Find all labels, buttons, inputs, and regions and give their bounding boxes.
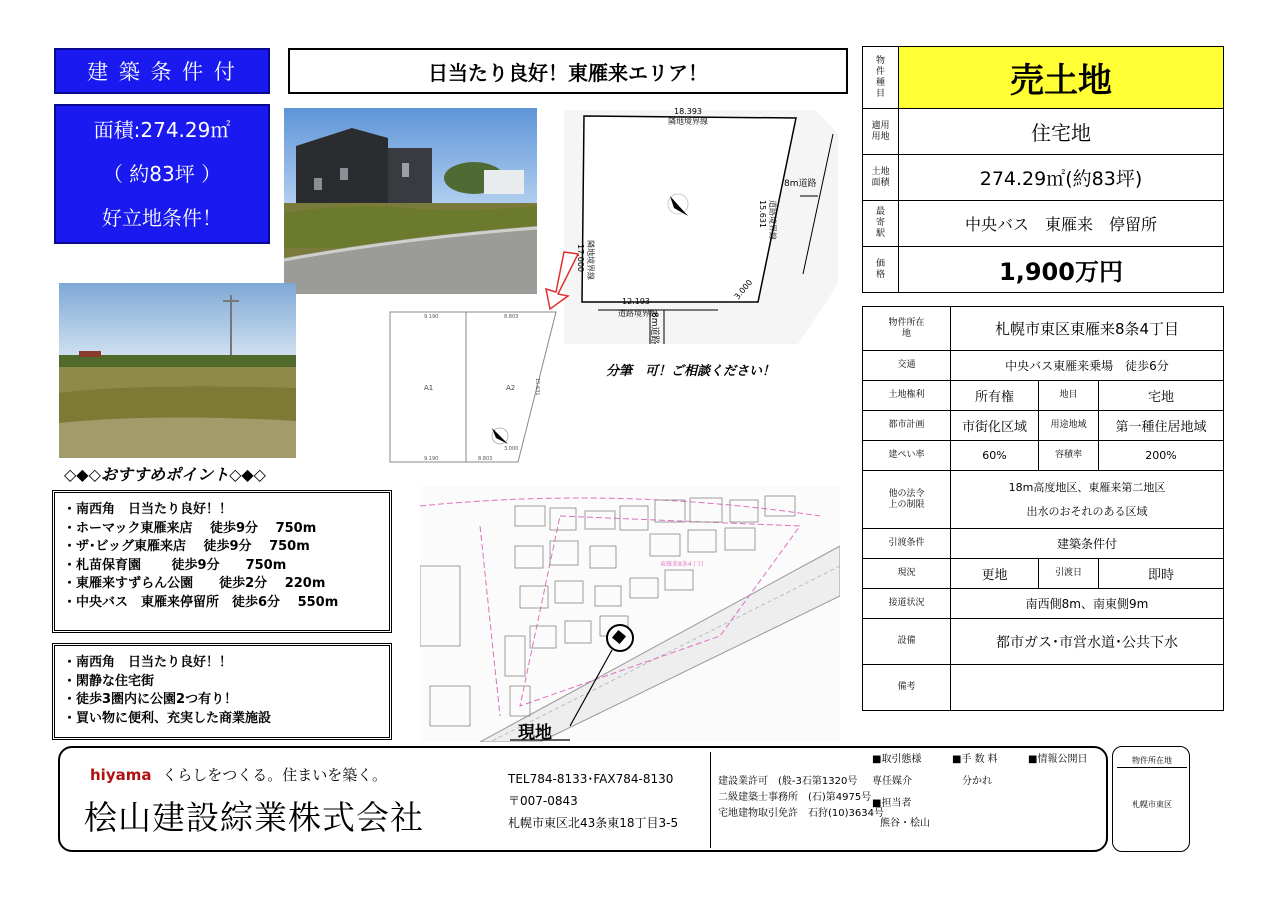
building-condition-badge (54, 48, 270, 94)
points-list-features (52, 643, 392, 740)
station-value: 中央バス 東雁来 停留所 (899, 201, 1224, 247)
footer-company-box (58, 746, 1108, 852)
status-label: 現況 (863, 559, 951, 589)
deal-block (872, 752, 930, 832)
building-condition-text: 建 築 条 件 付 (87, 60, 237, 84)
location-map (420, 486, 840, 742)
subdivision-note: 分筆 可！ご相談ください！ (606, 364, 776, 379)
map-area-label: 東雁来8条4丁目 (660, 561, 704, 568)
deal-value: 専任媒介 (872, 776, 912, 787)
point-item: ・閑静な住宅街 (63, 673, 155, 689)
remarks-value (951, 665, 1224, 711)
transport-label: 交通 (863, 351, 951, 381)
lot-a2-label: A2 (506, 384, 516, 392)
restrict-value-2: 出水のおそれのある区域 (1026, 504, 1148, 518)
headline-banner (288, 48, 848, 94)
bcr-label: 建ぺい率 (863, 441, 951, 471)
type-label: 物件種目 (863, 47, 899, 109)
price-label: 価格 (863, 247, 899, 293)
license-realestate: 宅地建物取引免許 石狩(10)3634号 (718, 808, 884, 819)
sub-dim-corner: 3.000 (504, 446, 519, 452)
facility-value: 都市ガス･市営水道･公共下水 (951, 619, 1224, 665)
location-label: 物件所在地 (863, 307, 951, 351)
plan-road-right: 8m道路 (784, 179, 817, 189)
plan-road-bottom: 8m道路 (649, 312, 659, 345)
sub-dim-top-left: 9.190 (424, 314, 439, 320)
sub-dim-bottom-left: 9.190 (424, 456, 439, 462)
station-label: 最寄駅 (863, 201, 899, 247)
brand-line (90, 764, 387, 785)
plan-right-len: 15.631 (758, 200, 767, 228)
use-label: 適用用地 (863, 109, 899, 155)
headline-text: 日当たり良好！東雁来エリア！ (428, 60, 708, 85)
staff-label: ■担当者 (872, 798, 912, 809)
restrict-value (951, 471, 1224, 529)
house-photo (284, 108, 537, 294)
info-date-label: ■情報公開日 (1028, 754, 1088, 765)
plan-bottom-label: 道路境界線 (618, 309, 658, 318)
license-architect: 二級建築士事務所 (石)第4975号 (718, 792, 872, 803)
plot-plan (538, 104, 840, 352)
handover-date-value: 即時 (1099, 559, 1224, 589)
point-item: ・中央バス 東雁来停留所 徒歩6分 550m (63, 594, 339, 610)
side-location-label: 物件所在地 (1132, 756, 1172, 765)
contact-block (508, 768, 678, 834)
category-label: 地目 (1039, 381, 1099, 411)
area-value: 274.29㎡(約83坪) (899, 155, 1224, 201)
location-value: 札幌市東区東雁来8条4丁目 (951, 307, 1224, 351)
points-list-nearby (52, 490, 392, 633)
point-item: ・南西角 日当たり良好！！ (63, 655, 233, 670)
far-value: 200% (1099, 441, 1224, 471)
area-line3: 好立地条件！ (102, 206, 222, 230)
point-item: ・徒歩3圏内に公園2つ有り！ (63, 692, 238, 707)
side-location-value: 札幌市東区 (1132, 800, 1172, 809)
sub-dim-top-right: 8.803 (504, 314, 519, 320)
transport-value: 中央バス東雁来乗場 徒歩6分 (951, 351, 1224, 381)
fee-label: ■手 数 料 (952, 754, 998, 765)
category-value: 宅地 (1099, 381, 1224, 411)
facility-label: 設備 (863, 619, 951, 665)
zip-code: 〒007-0843 (508, 794, 578, 808)
lot-a1-label: A1 (424, 384, 434, 392)
plan-top-width: 18.393 (674, 107, 702, 116)
point-item: ・南西角 日当たり良好！！ (63, 502, 233, 517)
brand-slogan: くらしをつくる。住まいを築く。 (162, 766, 387, 784)
subdivision-plan (386, 308, 558, 466)
status-value: 更地 (951, 559, 1039, 589)
far-label: 容積率 (1039, 441, 1099, 471)
points-heading: ◇◆◇おすすめポイント◇◆◇ (64, 465, 266, 484)
plan-top-label: 隣地境界線 (668, 117, 708, 126)
bcr-value: 60% (951, 441, 1039, 471)
sub-dim-bottom-right: 8.803 (478, 456, 493, 462)
handover-label: 引渡条件 (863, 529, 951, 559)
type-value: 売土地 (899, 47, 1224, 109)
sub-dim-side: 15.631 (534, 378, 540, 396)
handover-date-label: 引渡日 (1039, 559, 1099, 589)
plan-left-len: 17.000 (576, 244, 585, 272)
restrict-label: 他の法令上の制限 (863, 471, 951, 529)
plan-left-label: 隣地境界線 (586, 240, 595, 280)
point-item: ・東雁来すずらん公園 徒歩2分 220m (63, 576, 326, 591)
city-plan-value: 市街化区域 (951, 411, 1039, 441)
footer-location-box (1112, 746, 1190, 852)
access-value: 南西側8m、南東側9m (951, 589, 1224, 619)
use-value: 住宅地 (899, 109, 1224, 155)
area-line2: （ 約83坪 ） (102, 162, 222, 186)
company-name: 桧山建設綜業株式会社 (84, 798, 424, 837)
point-item: ・ザ･ビッグ東雁来店 徒歩9分 750m (63, 539, 310, 554)
fee-value: 分かれ (962, 776, 992, 787)
point-item: ・買い物に便利、充実した商業施設 (63, 710, 272, 726)
point-item: ・札苗保育園 徒歩9分 750m (63, 557, 287, 573)
plan-right-label: 道路境界線 (768, 200, 777, 240)
address: 札幌市東区北43条東18丁目3-5 (508, 816, 679, 830)
area-label: 土地面積 (863, 155, 899, 201)
restrict-value-1: 18m高度地区、東雁来第二地区 (1008, 480, 1166, 494)
access-label: 接道状況 (863, 589, 951, 619)
summary-table (862, 46, 1224, 293)
rights-value: 所有権 (951, 381, 1039, 411)
brand-logo: hiyama (90, 766, 152, 784)
license-block (718, 774, 884, 822)
remarks-label: 備考 (863, 665, 951, 711)
area-line1: 面積:274.29㎡ (93, 118, 231, 142)
rights-label: 土地権利 (863, 381, 951, 411)
point-item: ・ホーマック東雁来店 徒歩9分 750m (63, 520, 317, 536)
zone-value: 第一種住居地域 (1099, 411, 1224, 441)
plan-bottom-len: 12.193 (622, 297, 650, 306)
deal-label: ■取引態様 (872, 754, 922, 765)
tel-fax: TEL784-8133･FAX784-8130 (508, 772, 674, 786)
price-value: 1,900万円 (899, 247, 1224, 293)
license-construction: 建設業許可 (般-3石第1320号 (718, 776, 858, 787)
details-table (862, 306, 1224, 711)
site-label: 現地 (518, 723, 552, 742)
city-plan-label: 都市計画 (863, 411, 951, 441)
plan-corner: 3.000 (732, 277, 755, 302)
area-badge (54, 104, 270, 244)
staff-value: 熊谷・桧山 (880, 818, 930, 829)
zone-label: 用途地域 (1039, 411, 1099, 441)
fee-block (952, 752, 998, 790)
handover-value: 建築条件付 (951, 529, 1224, 559)
field-photo (59, 283, 296, 458)
